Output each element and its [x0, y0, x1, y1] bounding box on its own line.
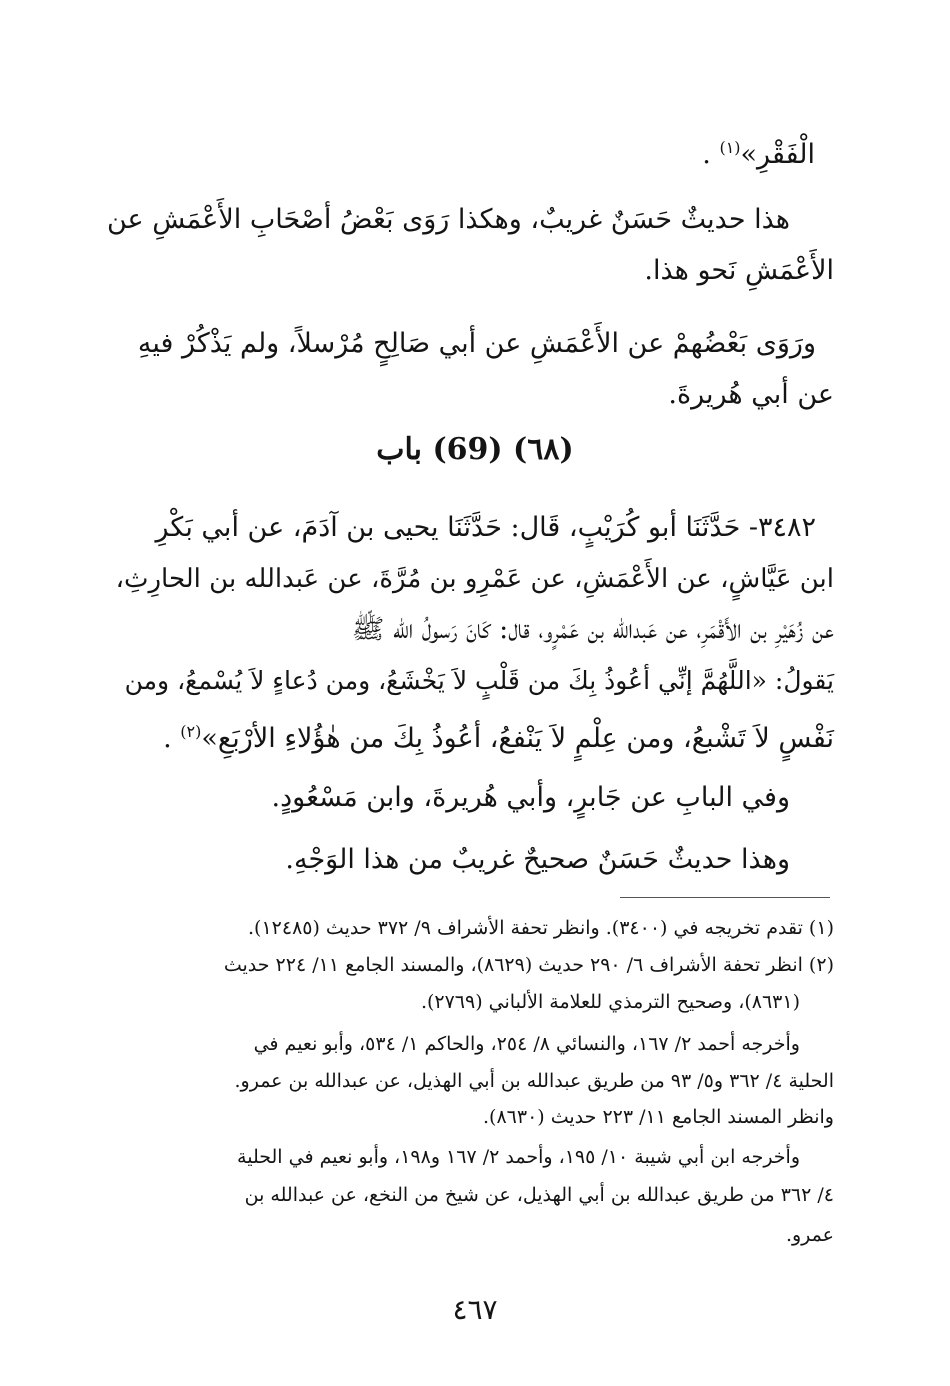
- footnote-ref-2: (٢): [180, 722, 202, 741]
- page-number: ٤٦٧: [452, 1293, 498, 1326]
- paragraph-1-line-2: الأَعْمَشِ نَحو هذا.: [644, 255, 834, 286]
- hadith-line-4: يَقولُ: «اللَّهُمَّ إنِّي أعُوذُ بِكَ من قَلْبٍ لاَ يَخْشَعُ، ومن دُعاءٍ لاَ يُسْمعُ، ومن: [124, 666, 834, 695]
- footnote-2-line-3: وأخرجه أحمد ٢/ ١٦٧، والنسائي ٨/ ٢٥٤، والحاكم ١/ ٥٣٤، وأبو نعيم في: [253, 1033, 800, 1055]
- paragraph-2-line-2: عن أبي هُريرةَ.: [668, 379, 834, 410]
- footnote-2-line-5: وانظر المسند الجامع ١١/ ٢٢٣ حديث (٨٦٣٠).: [483, 1106, 834, 1128]
- hadith-line-5: [163, 712, 834, 759]
- top-line-end: .: [702, 139, 720, 170]
- footnote-2-line-1: (٢) انظر تحفة الأشراف ٦/ ٢٩٠ حديث (٨٦٢٩)، والمسند الجامع ١١/ ٢٢٤ حديث: [223, 954, 834, 976]
- grade-line: وهذا حديثٌ حَسَنٌ صحيحٌ غريبٌ من هذا الوَجْهِ.: [285, 844, 790, 875]
- paragraph-1-line-1: هذا حديثٌ حَسَنٌ غريبٌ، وهكذا رَوَى بَعْضُ أصْحَابِ الأَعْمَشِ عن: [106, 204, 790, 235]
- paragraph-2-line-1: ورَوَى بَعْضُهمْ عن الأَعْمَشِ عن أبي صَالِحٍ مُرْسلاً، ولم يَذْكُرْ فيهِ: [137, 328, 816, 359]
- footnote-2-line-2: (٨٦٣١)، وصحيح الترمذي للعلامة الألباني (٢٧٦٩).: [420, 991, 800, 1013]
- footnote-2-line-7: ٤/ ٣٦٢ من طريق عبدالله بن أبي الهذيل، عن شيخ من النخع، عن عبدالله بن: [244, 1184, 834, 1206]
- hadith-line-2: ابن عَيَّاشٍ، عن الأَعْمَشِ، عن عَمْرِو بن مُرَّةَ، عن عَبدالله بن الحارِثِ،: [115, 564, 834, 594]
- chapter-heading: (٦٨) (69) باب: [376, 432, 574, 467]
- footnote-2-line-6: وأخرجه ابن أبي شيبة ١٠/ ١٩٥، وأحمد ٢/ ١٦٧ و١٩٨، وأبو نعيم في الحلية: [237, 1146, 800, 1168]
- footnote-2-line-8: عمرو.: [785, 1224, 834, 1246]
- footnote-separator: [620, 897, 830, 898]
- bab-line: وفي البابِ عن جَابرٍ، وأبي هُريرةَ، وابن مَسْعُودٍ.: [271, 782, 790, 813]
- top-line: [702, 128, 815, 175]
- hadith-line-5-text: نَفْسٍ لاَ تَشْبعُ، ومن عِلْمٍ لاَ يَنْفعُ، أعُوذُ بِكَ من هٰؤُلاءِ الأرْبَعِ»: [201, 723, 834, 754]
- hadith-line-5-end: .: [163, 723, 181, 754]
- footnote-ref-1: (١): [719, 138, 741, 157]
- hadith-line-3: عن زُهَيْرِ بن الأَقْمَرِ، عن عَبدالله بن عَمْرٍو، قال: كَانَ رَسولُ الله ﷺ: [351, 614, 834, 645]
- hadith-line-1: ٣٤٨٢- حَدَّثَنَا أبو كُرَيْبٍ، قَال: حَدَّثَنَا يحيى بن آدَمَ، عن أبي بَكْرِ: [155, 512, 816, 543]
- footnote-1: (١) تقدم تخريجه في (٣٤٠٠). وانظر تحفة الأشراف ٩/ ٣٧٢ حديث (١٢٤٨٥).: [248, 917, 834, 939]
- footnote-2-line-4: الحلية ٤/ ٣٦٢ و٥/ ٩٣ من طريق عبدالله بن أبي الهذيل، عن عبدالله بن عمرو.: [234, 1070, 834, 1092]
- top-line-text: الْفَقْرِ»: [740, 139, 815, 170]
